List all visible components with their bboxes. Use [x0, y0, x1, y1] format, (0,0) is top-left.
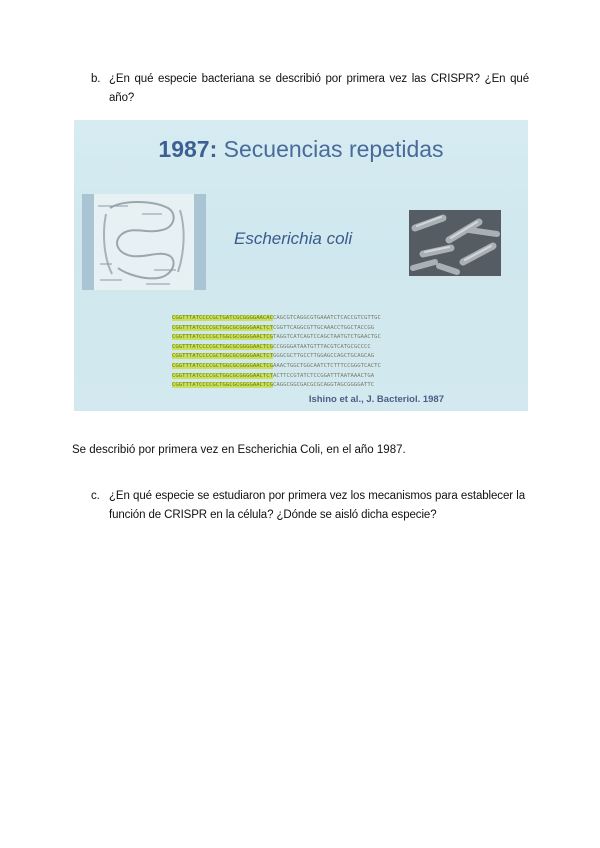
sequence-row: [172, 352, 381, 362]
question-b-text: ¿En qué especie bacteriana se describió por primera vez las CRISPR? ¿En qué año?: [109, 73, 529, 104]
sequence-row: [172, 324, 381, 334]
slide-citation: Ishino et al., J. Bacteriol. 1987: [308, 394, 444, 405]
sequence-alignment: [172, 314, 381, 391]
sequence-row: [172, 314, 381, 324]
repeat-sequence: CGGTTTATCCCCGCTGGCGCGGGGAACTCG: [172, 362, 274, 369]
repeat-sequence: CGGTTTATCCCCGCTGGCGCGGGGAACTCT: [172, 353, 274, 360]
repeat-sequence: CGGTTTATCCCCGCTGGCGCGGGGAACTCG: [172, 382, 274, 389]
bacteria-micrograph: [409, 210, 501, 276]
spacer-sequence: GGGCGCTTGCCTTGGAGCCAGCTGCAGCAG: [273, 353, 375, 360]
spacer-sequence: AAACTGGCTGGCAATCTCTTTCCGGGTCACTC: [273, 362, 381, 369]
repeat-sequence: CGGTTTATCCCCGCTGATCGCGGGGAACAC: [172, 315, 274, 321]
spacer-sequence: TAGGTCATCAGTCCAGCTAATGTCTGAACTGC: [273, 334, 381, 341]
question-c-label: c.: [91, 490, 100, 502]
slide-title: [74, 136, 528, 163]
spacer-sequence: CAGCGTCAGGCGTGAAATCTCACCGTCGTTGC: [273, 315, 381, 321]
repeat-sequence: CGGTTTATCCCCGCTGGCGCGGGGAACTCG: [172, 343, 274, 350]
spacer-sequence: ACTTCCGTATCTCCGGATTTAATAAACTGA: [273, 372, 375, 379]
spacer-sequence: CGGTTCAGGCGTTGCAAACCTGGCTACCGG: [273, 324, 375, 331]
organism-name: Escherichia coli: [234, 229, 353, 248]
spacer-sequence: CCGGGGATAATGTTTACGTCATGCGCCCC: [273, 343, 371, 350]
sequence-row: [172, 362, 381, 372]
intestine-diagram: [82, 194, 206, 290]
repeat-sequence: CGGTTTATCCCCGCTGGCGCGGGGAACTCT: [172, 372, 274, 379]
repeat-sequence: CGGTTTATCCCCGCTGGCGCGGGGAACTCG: [172, 334, 274, 341]
slide-title-year: 1987:: [158, 136, 218, 162]
sequence-row: [172, 381, 381, 391]
spacer-sequence: CAGGCGGCGACGCGCAGGTAGCGGGGATTC: [273, 382, 375, 389]
repeat-sequence: CGGTTTATCCCCGCTGGCGCGGGGAACTCT: [172, 324, 274, 331]
question-b-label: b.: [91, 73, 101, 85]
sequence-row: [172, 372, 381, 382]
sequence-row: [172, 343, 381, 353]
slide-photo: [74, 120, 528, 411]
sequence-row: [172, 333, 381, 343]
question-c-text: ¿En qué especie se estudiaron por primera vez los mecanismos para establecer la función de CRISPR en la célula? ¿Dónde se aisló dicha especie?: [109, 490, 525, 521]
slide-title-text: Secuencias repetidas: [217, 136, 444, 162]
answer-b: Se describió por primera vez en Escherichia Coli, en el año 1987.: [72, 444, 406, 456]
